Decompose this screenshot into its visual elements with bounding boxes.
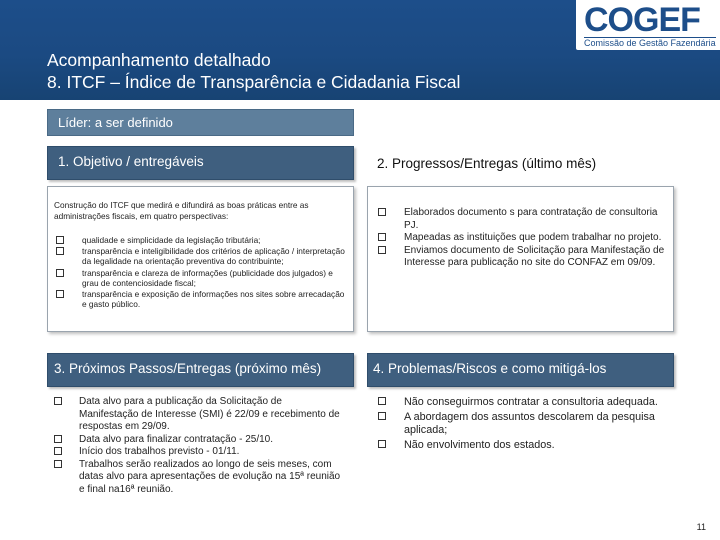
checkbox-bullet-icon [378,412,386,420]
checkbox-bullet-icon [56,236,64,244]
leader-label: Líder: a ser definido [58,115,173,130]
section-1-header [47,146,354,180]
list-item: transparência e inteligibilidade dos critérios de aplicação / interpretação da legalidade na orientação preventiva do contribuinte; [56,246,348,267]
list-item: Elaborados documento s para contratação de consultoria PJ. [378,207,668,232]
section-4-header [367,353,674,387]
checkbox-bullet-icon [378,397,386,405]
page-number: 11 [696,522,706,532]
checkbox-bullet-icon [54,460,62,468]
title-line-1: Acompanhamento detalhado [47,50,271,70]
list-item: Mapeadas as instituições que podem trabalhar no projeto. [378,232,668,245]
list-item: transparência e clareza de informações (publicidade dos julgados) e grau de contenciosidade fiscal; [56,268,348,289]
list-item: Início dos trabalhos previsto - 01/11. [54,446,344,459]
section-2-list [378,207,668,270]
list-item: Trabalhos serão realizados ao longo de seis meses, com datas alvo para apresentações de evolução na 15ª reunião e final na16ª reunião. [54,459,344,497]
section-3-list [54,396,344,496]
list-item: Não conseguirmos contratar a consultoria adequada. [378,396,668,409]
section-2-box [367,186,674,332]
section-1-intro: Construção do ITCF que medirá e difundirá as boas práticas entre as administrações fiscais, em quatro perspectivas: [54,200,309,221]
section-1-title: 1. Objetivo / entregáveis [58,154,204,169]
section-2-title: 2. Progressos/Entregas (último mês) [377,156,597,171]
checkbox-bullet-icon [378,246,386,254]
checkbox-bullet-icon [378,440,386,448]
section-4-title: 4. Problemas/Riscos e como mitigá-los [373,361,607,376]
list-item: transparência e exposição de informações nos sites sobre arrecadação e gasto público. [56,289,348,310]
checkbox-bullet-icon [54,447,62,455]
checkbox-bullet-icon [54,435,62,443]
checkbox-bullet-icon [56,269,64,277]
checkbox-bullet-icon [54,397,62,405]
section-3-header [47,353,354,387]
list-item: qualidade e simplicidade da legislação tributária; [56,235,348,246]
section-3-title: 3. Próximos Passos/Entregas (próximo mês) [54,361,322,376]
page-title [47,49,460,93]
title-line-2: 8. ITCF – Índice de Transparência e Cidadania Fiscal [47,72,461,92]
logo-subtitle: Comissão de Gestão Fazendária [584,38,716,48]
checkbox-bullet-icon [56,290,64,298]
list-item: A abordagem dos assuntos descolarem da pesquisa aplicada; [378,411,668,437]
leader-bar [47,109,354,136]
logo-text: COGEF [584,1,700,39]
checkbox-bullet-icon [56,247,64,255]
section-1-list [56,235,348,310]
checkbox-bullet-icon [378,233,386,241]
list-item: Não envolvimento dos estados. [378,439,668,452]
list-item: Enviamos documento de Solicitação para Manifestação de Interesse para publicação no site do CONFAZ em 09/09. [378,245,668,270]
list-item: Data alvo para finalizar contratação - 25/10. [54,434,344,447]
section-1-box [47,186,354,332]
list-item: Data alvo para a publicação da Solicitação de Manifestação de Interesse (SMI) é 22/09 e recebimento de respostas em 29/09. [54,396,344,434]
section-4-list [378,396,668,452]
checkbox-bullet-icon [378,208,386,216]
